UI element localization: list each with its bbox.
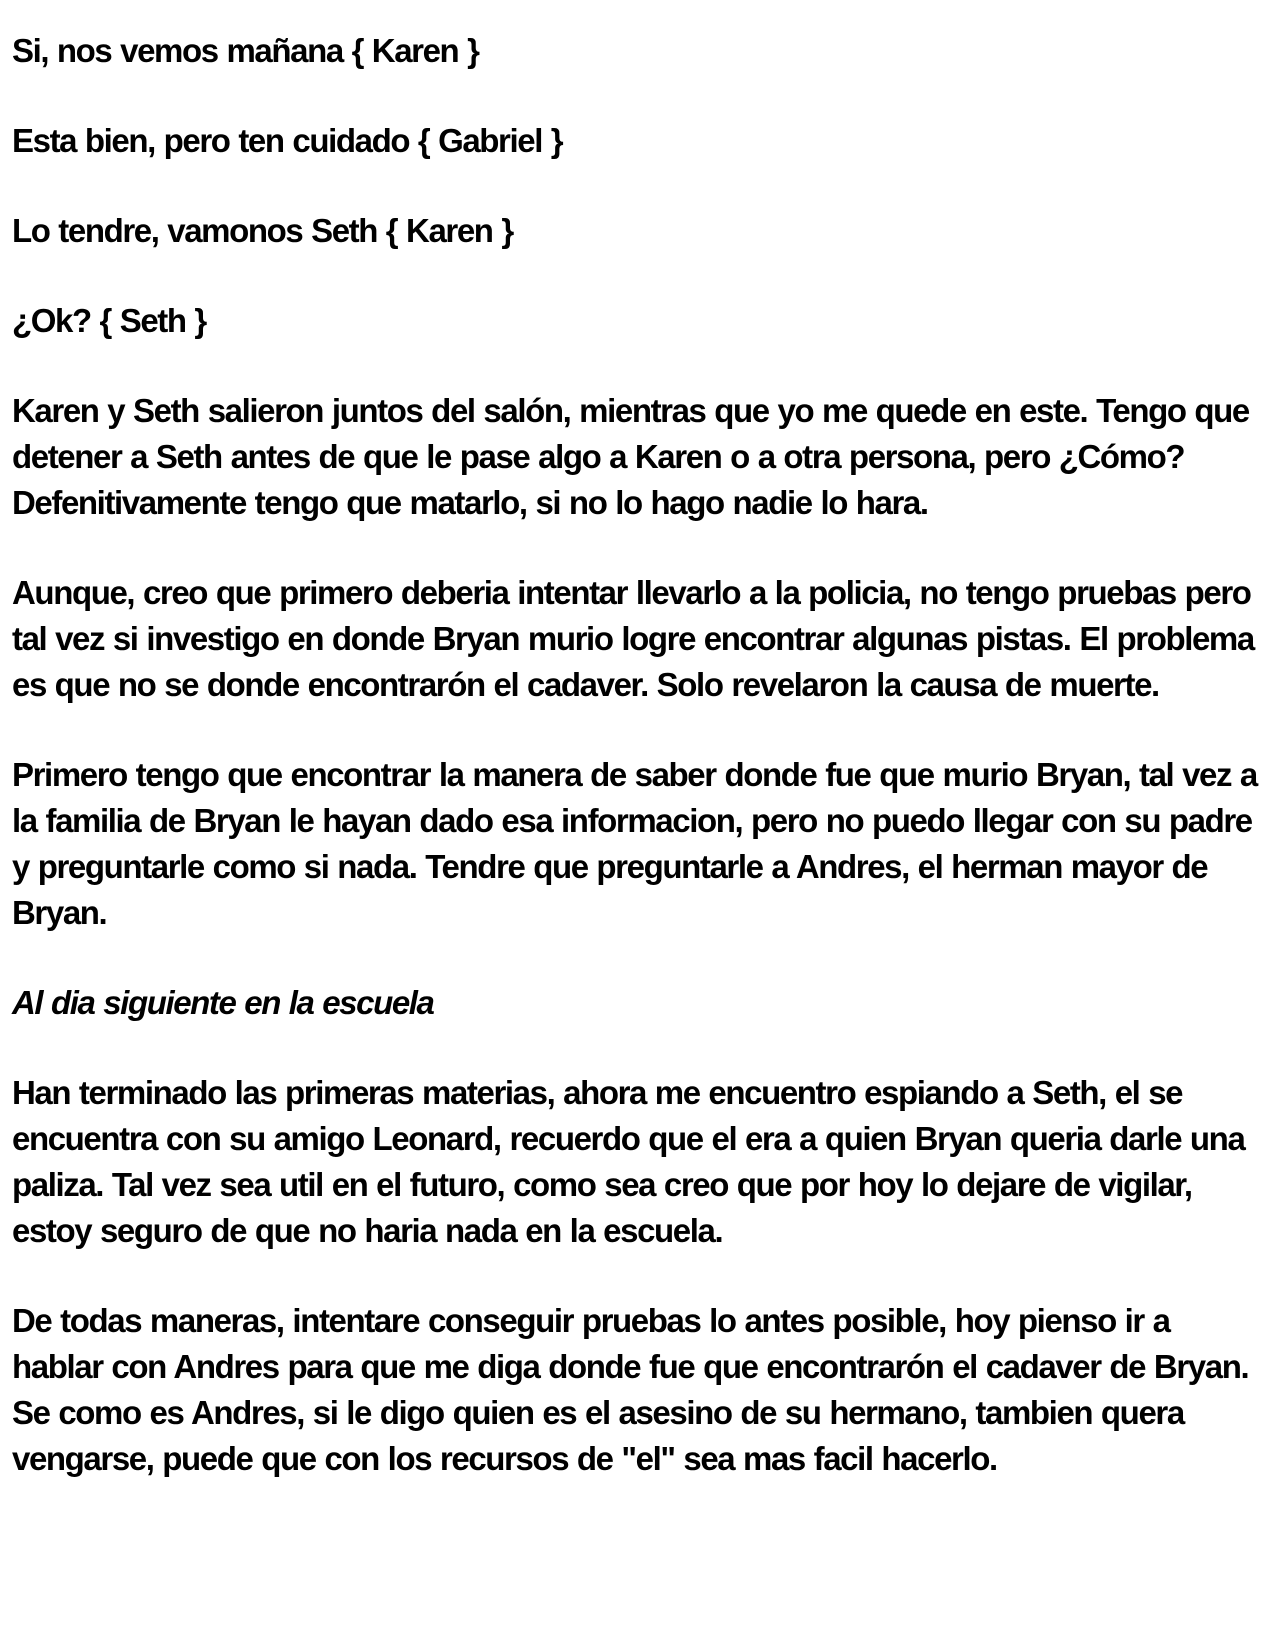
narrative-paragraph: Karen y Seth salieron juntos del salón, mientras que yo me quede en este. Tengo que detener a Seth antes de que le pase algo a Karen o a otra persona, pero ¿Cómo? Defenitivamente tengo que matarlo, si no lo hago nadie lo hara. — [12, 392, 1249, 521]
narrative-paragraph: De todas maneras, intentare conseguir pruebas lo antes posible, hoy pienso ir a hablar con Andres para que me diga donde fue que encontrarón el cadaver de Bryan. Se como es Andres, si le digo quien es el asesino de su hermano, tambien quera vengarse, puede que con los recursos de "el" sea mas facil hacerlo. — [12, 1302, 1249, 1477]
dialogue-line: ¿Ok? { Seth } — [12, 302, 206, 339]
scene-heading: Al dia siguiente en la escuela — [12, 984, 434, 1021]
narrative-paragraph: Primero tengo que encontrar la manera de saber donde fue que murio Bryan, tal vez a la familia de Bryan le hayan dado esa informacion, pero no puedo llegar con su padre y preguntarle como si nada. Tendre que preguntarle a Andres, el herman mayor de Bryan. — [12, 756, 1257, 931]
dialogue-line: Esta bien, pero ten cuidado { Gabriel } — [12, 122, 563, 159]
narrative-paragraph: Han terminado las primeras materias, ahora me encuentro espiando a Seth, el se encuentra con su amigo Leonard, recuerdo que el era a quien Bryan queria darle una paliza. Tal vez sea util en el futuro, como sea creo que por hoy lo dejare de vigilar, estoy seguro de que no haria nada en la escuela. — [12, 1074, 1245, 1249]
dialogue-line: Si, nos vemos mañana { Karen } — [12, 32, 479, 69]
narrative-paragraph: Aunque, creo que primero deberia intentar llevarlo a la policia, no tengo pruebas pero tal vez si investigo en donde Bryan murio logre encontrar algunas pistas. El problema es que no se donde encontrarón el cadaver. Solo revelaron la causa de muerte. — [12, 574, 1254, 703]
document-page — [12, 28, 1262, 1526]
dialogue-line: Lo tendre, vamonos Seth { Karen } — [12, 212, 513, 249]
